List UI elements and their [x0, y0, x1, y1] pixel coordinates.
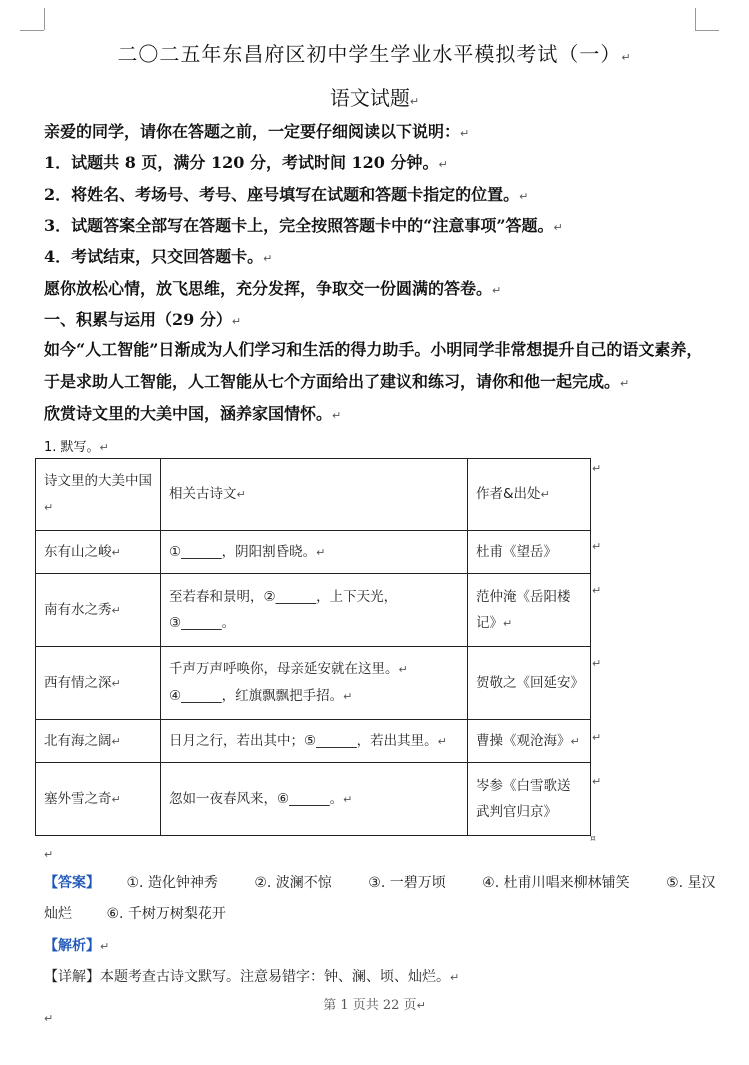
table-cell-topic: 北有海之阔↵ — [36, 720, 161, 763]
table-cell-lines: 至若春和景明，②______，上下天光，③______。 — [161, 574, 468, 647]
answer-item: ④. 杜甫川唱来柳林铺笑 — [482, 875, 630, 891]
table-cell-source: 范仲淹《岳阳楼记》↵ — [468, 574, 591, 647]
empty-paragraph-mark: ↵ — [44, 848, 54, 861]
instruction-2: 2．将姓名、考场号、考号、座号填写在试题和答题卡指定的位置。↵ — [44, 185, 529, 204]
instruction-1: 1．试题共 8 页，满分 120 分，考试时间 120 分钟。↵ — [44, 153, 448, 172]
table-row — [36, 574, 591, 647]
table-cell-lines: 忽如一夜春风来，⑥______。↵ — [161, 763, 468, 836]
answer-item: ⑤. 星汉灿烂 — [44, 875, 716, 922]
table-header-row — [36, 459, 591, 531]
recitation-table — [35, 458, 591, 836]
instruction-3: 3．试题答案全部写在答题卡上，完全按照答题卡中的“注意事项”答题。↵ — [44, 216, 563, 235]
table-cell-topic: 东有山之峻↵ — [36, 531, 161, 574]
exam-subject: 语文试题↵ — [329, 86, 420, 110]
section-theme: 欣赏诗文里的大美中国，涵养家国情怀。↵ — [44, 404, 342, 423]
answer-item: ③. 一碧万顷 — [368, 875, 446, 891]
table-cell-source: 曹操《观沧海》↵ — [468, 720, 591, 763]
row-end-mark: ↵ — [592, 731, 602, 744]
table-cell-topic: 塞外雪之奇↵ — [36, 763, 161, 836]
question-label: 1. 默写。↵ — [44, 440, 109, 455]
table-row — [36, 531, 591, 574]
answer-item: ①. 造化钟神秀 — [126, 875, 218, 891]
row-end-mark: ↵ — [592, 584, 602, 597]
empty-paragraph-mark: ↵ — [44, 1012, 54, 1025]
answer-block — [44, 868, 724, 930]
table-cell-source: 岑参《白雪歌送武判官归京》 — [468, 763, 591, 836]
table-header-cell: 作者&出处↵ — [468, 459, 591, 531]
analysis-line: 【解析】↵ — [44, 938, 110, 954]
row-end-mark: ↵ — [592, 462, 602, 475]
answer-item: ⑥. 千树万树梨花开 — [106, 906, 226, 922]
table-cell-lines: 千声万声呼唤你，母亲延安就在这里。↵ ④______，红旗飘飘把手招。↵ — [161, 647, 468, 720]
table-cell-source: 杜甫《望岳》 — [468, 531, 591, 574]
table-cell-lines: ①______，阴阳割昏晓。↵ — [161, 531, 468, 574]
row-end-mark: ↵ — [592, 657, 602, 670]
instruction-4: 4．考试结束，只交回答题卡。↵ — [44, 247, 273, 266]
instruction-closing: 愿你放松心情，放飞思维，充分发挥，争取交一份圆满的答卷。↵ — [44, 279, 502, 298]
instruction-intro: 亲爱的同学，请你在答题之前，一定要仔细阅读以下说明：↵ — [44, 122, 470, 141]
table-cell-source: 贺敬之《回延安》 — [468, 647, 591, 720]
table-row — [36, 763, 591, 836]
crop-mark-top-right — [695, 8, 696, 30]
answer-label: 【答案】 — [44, 875, 100, 891]
row-end-mark: ↵ — [592, 540, 602, 553]
crop-mark-top-left — [44, 8, 45, 30]
table-row — [36, 647, 591, 720]
table-header-cell: 诗文里的大美中国↵ — [36, 459, 161, 531]
table-row — [36, 720, 591, 763]
detail-line: 【详解】本题考查古诗文默写。注意易错字：钟、澜、顷、灿烂。↵ — [44, 969, 460, 985]
detail-label: 【详解】 — [44, 969, 100, 985]
crop-mark-top-left — [20, 30, 44, 31]
crop-mark-top-right — [695, 30, 719, 31]
section-heading: 一、积累与运用（29 分）↵ — [44, 310, 242, 329]
exam-title: 二〇二五年东昌府区初中学生学业水平模拟考试（一）↵ — [117, 42, 632, 66]
table-cell-topic: 南有水之秀↵ — [36, 574, 161, 647]
answer-item: ②. 波澜不惊 — [254, 875, 332, 891]
table-cell-topic: 西有情之深↵ — [36, 647, 161, 720]
row-end-mark: ↵ — [592, 775, 602, 788]
page-footer: 第 1 页共 22 页↵ — [323, 998, 426, 1013]
table-header-cell: 相关古诗文↵ — [161, 459, 468, 531]
table-end-mark: ¤ — [590, 834, 596, 844]
section-intro: 如今“人工智能”日渐成为人们学习和生活的得力助手。小明同学非常想提升自己的语文素养，于是求助人工智能，人工智能从七个方面给出了建议和练习，请你和他一起完成。↵ — [44, 340, 703, 391]
table-cell-lines: 日月之行，若出其中；⑤______，若出其里。↵ — [161, 720, 468, 763]
